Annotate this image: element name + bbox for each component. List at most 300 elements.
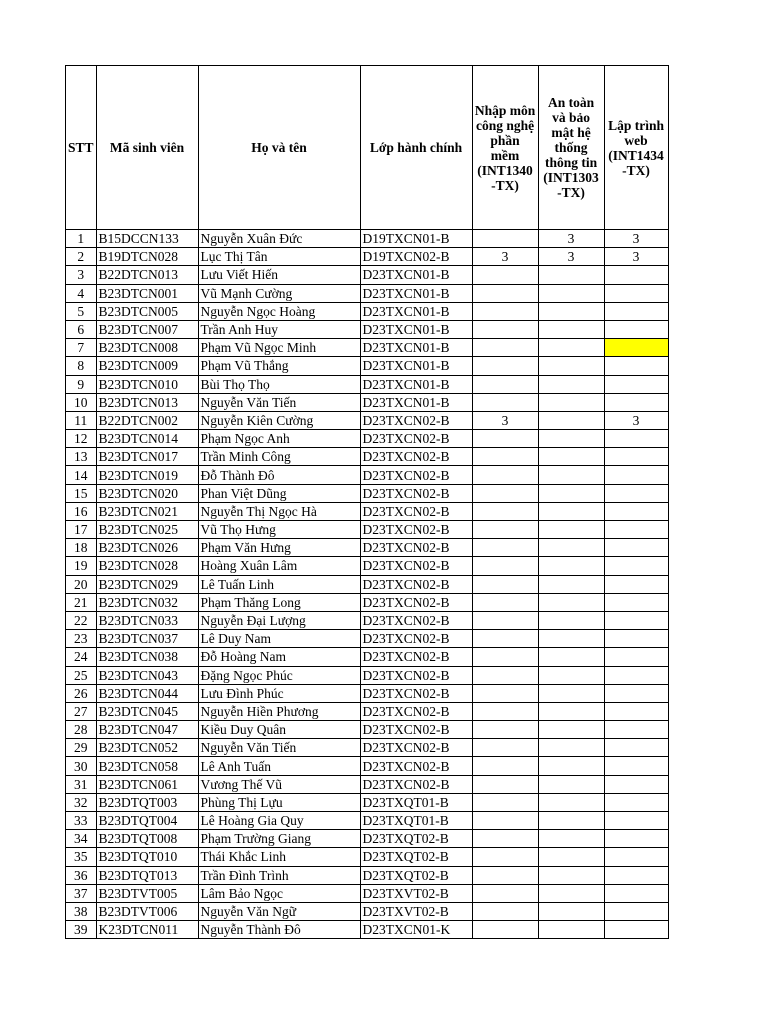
cell-course-1: 3 — [472, 411, 538, 429]
cell-course-1 — [472, 775, 538, 793]
cell-class: D23TXCN02-B — [360, 448, 472, 466]
cell-course-2 — [538, 611, 604, 629]
cell-class: D23TXCN01-B — [360, 266, 472, 284]
cell-class: D23TXCN01-B — [360, 339, 472, 357]
cell-course-1: 3 — [472, 248, 538, 266]
cell-stt: 3 — [66, 266, 97, 284]
cell-stt: 4 — [66, 284, 97, 302]
cell-course-1 — [472, 757, 538, 775]
table-row — [66, 502, 669, 520]
cell-stt: 23 — [66, 630, 97, 648]
cell-student-id: B23DTCN019 — [96, 466, 198, 484]
cell-stt: 6 — [66, 320, 97, 338]
table-row — [66, 357, 669, 375]
cell-stt: 27 — [66, 702, 97, 720]
cell-full-name: Phạm Thăng Long — [198, 593, 360, 611]
cell-course-2 — [538, 666, 604, 684]
cell-full-name: Nguyễn Văn Tiến — [198, 393, 360, 411]
table-row — [66, 230, 669, 248]
cell-stt: 10 — [66, 393, 97, 411]
cell-course-1 — [472, 466, 538, 484]
table-row — [66, 593, 669, 611]
cell-course-1 — [472, 648, 538, 666]
cell-course-2 — [538, 866, 604, 884]
cell-course-3 — [604, 884, 668, 902]
table-row — [66, 812, 669, 830]
table-row — [66, 430, 669, 448]
cell-full-name: Phạm Trường Giang — [198, 830, 360, 848]
cell-stt: 34 — [66, 830, 97, 848]
cell-course-3: 3 — [604, 248, 668, 266]
cell-course-2 — [538, 648, 604, 666]
cell-full-name: Thái Khắc Linh — [198, 848, 360, 866]
cell-class: D23TXCN02-B — [360, 539, 472, 557]
cell-course-1 — [472, 339, 538, 357]
cell-full-name: Lê Anh Tuấn — [198, 757, 360, 775]
cell-course-2 — [538, 848, 604, 866]
cell-stt: 29 — [66, 739, 97, 757]
cell-course-2 — [538, 739, 604, 757]
cell-stt: 31 — [66, 775, 97, 793]
cell-student-id: B23DTCN005 — [96, 302, 198, 320]
cell-course-3 — [604, 502, 668, 520]
cell-course-2 — [538, 812, 604, 830]
cell-course-1 — [472, 630, 538, 648]
cell-course-2 — [538, 339, 604, 357]
cell-course-1 — [472, 739, 538, 757]
cell-course-1 — [472, 593, 538, 611]
cell-course-2 — [538, 757, 604, 775]
cell-class: D23TXVT02-B — [360, 884, 472, 902]
cell-full-name: Lâm Bảo Ngọc — [198, 884, 360, 902]
cell-course-3 — [604, 575, 668, 593]
cell-student-id: B23DTCN061 — [96, 775, 198, 793]
cell-course-1 — [472, 302, 538, 320]
cell-course-3 — [604, 793, 668, 811]
cell-course-2 — [538, 921, 604, 939]
cell-class: D23TXQT02-B — [360, 866, 472, 884]
cell-course-1 — [472, 357, 538, 375]
cell-student-id: B23DTCN014 — [96, 430, 198, 448]
cell-class: D23TXCN02-B — [360, 575, 472, 593]
cell-full-name: Lưu Đình Phúc — [198, 684, 360, 702]
cell-student-id: B23DTCN033 — [96, 611, 198, 629]
cell-class: D23TXQT01-B — [360, 812, 472, 830]
cell-course-2 — [538, 830, 604, 848]
cell-course-2 — [538, 884, 604, 902]
table-row — [66, 302, 669, 320]
cell-stt: 25 — [66, 666, 97, 684]
cell-full-name: Lưu Viết Hiến — [198, 266, 360, 284]
cell-course-1 — [472, 448, 538, 466]
table-row — [66, 448, 669, 466]
header-course-3: Lập trình web (INT1434 -TX) — [604, 66, 668, 230]
cell-full-name: Phan Việt Dũng — [198, 484, 360, 502]
table-row — [66, 339, 669, 357]
cell-course-3 — [604, 593, 668, 611]
cell-stt: 28 — [66, 721, 97, 739]
cell-full-name: Nguyễn Xuân Đức — [198, 230, 360, 248]
cell-full-name: Trần Đình Trình — [198, 866, 360, 884]
table-row — [66, 866, 669, 884]
cell-course-2 — [538, 702, 604, 720]
cell-course-1 — [472, 684, 538, 702]
table-row — [66, 775, 669, 793]
cell-class: D23TXCN01-B — [360, 302, 472, 320]
cell-course-1 — [472, 521, 538, 539]
cell-student-id: B23DTCN047 — [96, 721, 198, 739]
cell-student-id: B23DTQT008 — [96, 830, 198, 848]
cell-student-id: B23DTQT004 — [96, 812, 198, 830]
cell-course-3 — [604, 430, 668, 448]
cell-stt: 13 — [66, 448, 97, 466]
cell-student-id: B23DTCN008 — [96, 339, 198, 357]
cell-class: D23TXCN02-B — [360, 593, 472, 611]
cell-student-id: B23DTCN026 — [96, 539, 198, 557]
table-body — [66, 230, 669, 939]
cell-class: D23TXCN02-B — [360, 775, 472, 793]
cell-class: D23TXCN02-B — [360, 630, 472, 648]
cell-class: D23TXCN02-B — [360, 521, 472, 539]
cell-full-name: Lê Duy Nam — [198, 630, 360, 648]
cell-course-2 — [538, 775, 604, 793]
cell-course-2 — [538, 793, 604, 811]
cell-course-1 — [472, 793, 538, 811]
cell-course-3: 3 — [604, 230, 668, 248]
cell-stt: 14 — [66, 466, 97, 484]
cell-course-1 — [472, 848, 538, 866]
cell-stt: 30 — [66, 757, 97, 775]
cell-course-3 — [604, 775, 668, 793]
cell-student-id: B23DTCN021 — [96, 502, 198, 520]
cell-course-2 — [538, 902, 604, 920]
cell-course-3 — [604, 357, 668, 375]
cell-class: D23TXCN02-B — [360, 430, 472, 448]
cell-stt: 8 — [66, 357, 97, 375]
cell-course-2 — [538, 430, 604, 448]
cell-stt: 17 — [66, 521, 97, 539]
cell-course-2 — [538, 630, 604, 648]
cell-student-id: B22DTCN013 — [96, 266, 198, 284]
header-class: Lớp hành chính — [360, 66, 472, 230]
header-stt: STT — [66, 66, 97, 230]
cell-course-3 — [604, 902, 668, 920]
cell-course-2 — [538, 284, 604, 302]
cell-course-3 — [604, 266, 668, 284]
cell-class: D23TXQT02-B — [360, 830, 472, 848]
cell-class: D23TXCN02-B — [360, 502, 472, 520]
cell-full-name: Lục Thị Tân — [198, 248, 360, 266]
cell-stt: 11 — [66, 411, 97, 429]
cell-course-3 — [604, 611, 668, 629]
cell-full-name: Nguyễn Đại Lượng — [198, 611, 360, 629]
cell-class: D23TXCN01-B — [360, 320, 472, 338]
cell-full-name: Lê Hoàng Gia Quy — [198, 812, 360, 830]
cell-full-name: Nguyễn Văn Ngữ — [198, 902, 360, 920]
cell-class: D23TXCN01-K — [360, 921, 472, 939]
table-row — [66, 539, 669, 557]
cell-stt: 21 — [66, 593, 97, 611]
cell-student-id: B23DTCN001 — [96, 284, 198, 302]
cell-student-id: B23DTCN043 — [96, 666, 198, 684]
cell-course-3 — [604, 921, 668, 939]
cell-course-1 — [472, 539, 538, 557]
cell-class: D23TXCN01-B — [360, 393, 472, 411]
cell-student-id: B23DTCN013 — [96, 393, 198, 411]
cell-course-3 — [604, 448, 668, 466]
cell-course-3 — [604, 721, 668, 739]
table-row — [66, 902, 669, 920]
cell-full-name: Phạm Ngọc Anh — [198, 430, 360, 448]
cell-course-2 — [538, 593, 604, 611]
table-row — [66, 266, 669, 284]
cell-course-3 — [604, 757, 668, 775]
cell-course-1 — [472, 611, 538, 629]
cell-student-id: B23DTCN007 — [96, 320, 198, 338]
cell-student-id: B23DTVT006 — [96, 902, 198, 920]
table-row — [66, 666, 669, 684]
cell-class: D23TXQT02-B — [360, 848, 472, 866]
table-row — [66, 484, 669, 502]
cell-class: D19TXCN01-B — [360, 230, 472, 248]
cell-course-2 — [538, 521, 604, 539]
cell-full-name: Nguyễn Ngọc Hoàng — [198, 302, 360, 320]
table-row — [66, 320, 669, 338]
cell-course-1 — [472, 320, 538, 338]
table-row — [66, 884, 669, 902]
cell-student-id: B23DTQT013 — [96, 866, 198, 884]
cell-stt: 9 — [66, 375, 97, 393]
cell-course-3 — [604, 830, 668, 848]
header-course-2: An toàn và bảo mật hệ thống thông tin (INT1303 -TX) — [538, 66, 604, 230]
cell-full-name: Trần Anh Huy — [198, 320, 360, 338]
cell-full-name: Phùng Thị Lựu — [198, 793, 360, 811]
table-row — [66, 830, 669, 848]
cell-class: D23TXCN02-B — [360, 557, 472, 575]
cell-student-id: B23DTQT003 — [96, 793, 198, 811]
cell-full-name: Nguyễn Văn Tiến — [198, 739, 360, 757]
cell-stt: 16 — [66, 502, 97, 520]
table-header — [66, 66, 669, 230]
cell-course-2 — [538, 539, 604, 557]
cell-course-2 — [538, 502, 604, 520]
cell-class: D23TXCN02-B — [360, 411, 472, 429]
table-row — [66, 630, 669, 648]
cell-course-1 — [472, 902, 538, 920]
cell-course-3 — [604, 393, 668, 411]
cell-course-2: 3 — [538, 248, 604, 266]
cell-class: D23TXVT02-B — [360, 902, 472, 920]
table-row — [66, 521, 669, 539]
cell-stt: 26 — [66, 684, 97, 702]
cell-student-id: B23DTVT005 — [96, 884, 198, 902]
cell-course-1 — [472, 666, 538, 684]
cell-course-2 — [538, 393, 604, 411]
cell-course-1 — [472, 866, 538, 884]
cell-full-name: Nguyễn Kiên Cường — [198, 411, 360, 429]
cell-class: D19TXCN02-B — [360, 248, 472, 266]
cell-course-2 — [538, 375, 604, 393]
cell-class: D23TXCN02-B — [360, 721, 472, 739]
cell-class: D23TXCN01-B — [360, 375, 472, 393]
cell-course-2 — [538, 357, 604, 375]
cell-student-id: B23DTCN038 — [96, 648, 198, 666]
table-row — [66, 739, 669, 757]
cell-course-2 — [538, 411, 604, 429]
cell-stt: 20 — [66, 575, 97, 593]
table-row — [66, 393, 669, 411]
cell-course-1 — [472, 575, 538, 593]
cell-class: D23TXCN02-B — [360, 702, 472, 720]
cell-course-3 — [604, 684, 668, 702]
cell-stt: 39 — [66, 921, 97, 939]
cell-course-3 — [604, 812, 668, 830]
cell-course-3 — [604, 702, 668, 720]
cell-course-1 — [472, 812, 538, 830]
cell-stt: 19 — [66, 557, 97, 575]
cell-stt: 18 — [66, 539, 97, 557]
cell-full-name: Vũ Mạnh Cường — [198, 284, 360, 302]
cell-stt: 22 — [66, 611, 97, 629]
cell-class: D23TXCN01-B — [360, 357, 472, 375]
cell-course-3 — [604, 848, 668, 866]
cell-stt: 15 — [66, 484, 97, 502]
cell-full-name: Nguyễn Thị Ngọc Hà — [198, 502, 360, 520]
cell-stt: 1 — [66, 230, 97, 248]
cell-student-id: B23DTCN009 — [96, 357, 198, 375]
cell-stt: 2 — [66, 248, 97, 266]
cell-full-name: Đỗ Thành Đô — [198, 466, 360, 484]
cell-student-id: B23DTCN058 — [96, 757, 198, 775]
table-row — [66, 375, 669, 393]
cell-course-3 — [604, 320, 668, 338]
cell-course-2 — [538, 320, 604, 338]
cell-full-name: Phạm Vũ Ngọc Minh — [198, 339, 360, 357]
cell-student-id: B15DCCN133 — [96, 230, 198, 248]
cell-course-1 — [472, 502, 538, 520]
cell-course-1 — [472, 230, 538, 248]
cell-student-id: B23DTCN020 — [96, 484, 198, 502]
cell-full-name: Trần Minh Công — [198, 448, 360, 466]
cell-course-1 — [472, 830, 538, 848]
cell-stt: 33 — [66, 812, 97, 830]
cell-course-3 — [604, 284, 668, 302]
cell-course-3 — [604, 630, 668, 648]
table-row — [66, 702, 669, 720]
cell-class: D23TXCN01-B — [360, 284, 472, 302]
cell-student-id: B22DTCN002 — [96, 411, 198, 429]
cell-course-2 — [538, 466, 604, 484]
table-row — [66, 648, 669, 666]
cell-student-id: B23DTQT010 — [96, 848, 198, 866]
cell-full-name: Hoàng Xuân Lâm — [198, 557, 360, 575]
table-row — [66, 466, 669, 484]
cell-course-1 — [472, 484, 538, 502]
cell-course-2 — [538, 575, 604, 593]
cell-course-1 — [472, 375, 538, 393]
cell-course-1 — [472, 721, 538, 739]
cell-student-id: B23DTCN029 — [96, 575, 198, 593]
cell-student-id: B23DTCN028 — [96, 557, 198, 575]
header-student-id: Mã sinh viên — [96, 66, 198, 230]
cell-course-1 — [472, 557, 538, 575]
cell-full-name: Kiều Duy Quân — [198, 721, 360, 739]
cell-class: D23TXCN02-B — [360, 684, 472, 702]
table-row — [66, 721, 669, 739]
cell-course-3 — [604, 302, 668, 320]
cell-full-name: Vũ Thọ Hưng — [198, 521, 360, 539]
cell-student-id: B23DTCN010 — [96, 375, 198, 393]
cell-full-name: Đặng Ngọc Phúc — [198, 666, 360, 684]
cell-full-name: Nguyễn Thành Đô — [198, 921, 360, 939]
cell-class: D23TXCN02-B — [360, 666, 472, 684]
cell-class: D23TXCN02-B — [360, 757, 472, 775]
cell-stt: 5 — [66, 302, 97, 320]
cell-student-id: B23DTCN032 — [96, 593, 198, 611]
cell-class: D23TXCN02-B — [360, 648, 472, 666]
cell-stt: 24 — [66, 648, 97, 666]
cell-course-3 — [604, 521, 668, 539]
cell-course-1 — [472, 921, 538, 939]
cell-student-id: B23DTCN037 — [96, 630, 198, 648]
cell-stt: 12 — [66, 430, 97, 448]
cell-student-id: B19DTCN028 — [96, 248, 198, 266]
cell-course-3 — [604, 466, 668, 484]
cell-course-3 — [604, 666, 668, 684]
cell-full-name: Phạm Văn Hưng — [198, 539, 360, 557]
cell-course-3 — [604, 539, 668, 557]
cell-course-2 — [538, 684, 604, 702]
cell-course-3 — [604, 339, 668, 357]
cell-course-2 — [538, 557, 604, 575]
cell-course-2 — [538, 266, 604, 284]
cell-course-2 — [538, 484, 604, 502]
cell-course-1 — [472, 266, 538, 284]
cell-course-1 — [472, 284, 538, 302]
table-row — [66, 921, 669, 939]
cell-student-id: B23DTCN025 — [96, 521, 198, 539]
cell-stt: 7 — [66, 339, 97, 357]
cell-stt: 38 — [66, 902, 97, 920]
cell-class: D23TXCN02-B — [360, 466, 472, 484]
cell-course-1 — [472, 884, 538, 902]
cell-student-id: B23DTCN044 — [96, 684, 198, 702]
cell-course-2 — [538, 721, 604, 739]
cell-student-id: B23DTCN045 — [96, 702, 198, 720]
cell-course-3 — [604, 739, 668, 757]
cell-course-3 — [604, 866, 668, 884]
cell-full-name: Phạm Vũ Thắng — [198, 357, 360, 375]
cell-course-3 — [604, 648, 668, 666]
table-row — [66, 611, 669, 629]
cell-course-2 — [538, 302, 604, 320]
cell-course-3 — [604, 375, 668, 393]
header-row — [66, 66, 669, 230]
cell-student-id: B23DTCN017 — [96, 448, 198, 466]
cell-course-2 — [538, 448, 604, 466]
cell-stt: 37 — [66, 884, 97, 902]
student-table — [65, 65, 669, 939]
cell-stt: 35 — [66, 848, 97, 866]
cell-course-1 — [472, 393, 538, 411]
cell-full-name: Đỗ Hoàng Nam — [198, 648, 360, 666]
cell-full-name: Lê Tuấn Linh — [198, 575, 360, 593]
cell-course-3 — [604, 484, 668, 502]
table-row — [66, 684, 669, 702]
table-row — [66, 848, 669, 866]
cell-stt: 36 — [66, 866, 97, 884]
cell-class: D23TXCN02-B — [360, 611, 472, 629]
